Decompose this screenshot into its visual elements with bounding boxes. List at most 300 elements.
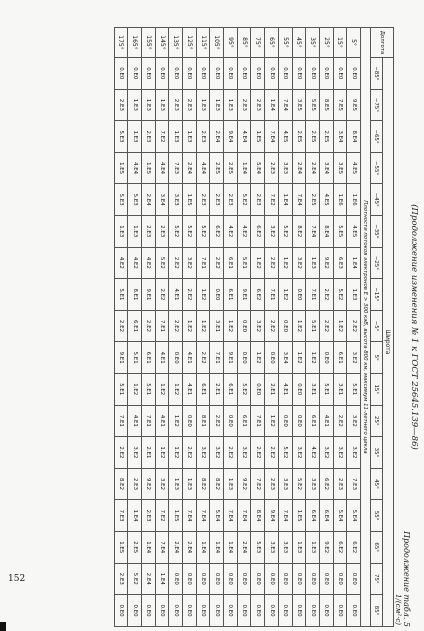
- flux-value-cell: 2.E5: [224, 152, 238, 184]
- flux-value-cell: 2.E4: [183, 152, 197, 184]
- flux-value-cell: 1.E4: [128, 500, 142, 532]
- flux-value-cell: 5.E1: [237, 247, 251, 279]
- flux-value-cell: 1.E4: [142, 531, 156, 563]
- flux-value-cell: 1.E4: [237, 152, 251, 184]
- flux-value-cell: 3.E2: [251, 310, 265, 342]
- flux-value-cell: 4.E5: [319, 184, 333, 216]
- flux-value-cell: 0.E0: [183, 58, 197, 90]
- flux-value-cell: 2.E5: [210, 152, 224, 184]
- flux-value-cell: 1.E4: [278, 184, 292, 216]
- flux-value-cell: 0.E0: [114, 58, 128, 90]
- flux-value-cell: 3.E4: [319, 152, 333, 184]
- flux-value-cell: 0.E0: [142, 595, 156, 627]
- flux-value-cell: 0.E0: [224, 595, 238, 627]
- flux-value-cell: 1.E2: [278, 279, 292, 311]
- flux-value-cell: 5.E1: [114, 373, 128, 405]
- unit-label: 1/(см²·с): [394, 594, 402, 625]
- flux-value-cell: 2.E1: [210, 373, 224, 405]
- table-row: [183, 28, 197, 627]
- table-row: [196, 28, 210, 627]
- flux-value-cell: 3.E2: [292, 437, 306, 469]
- flux-value-cell: 7.E1: [210, 342, 224, 374]
- flux-value-cell: 5.E1: [319, 373, 333, 405]
- flux-value-cell: 2.E2: [114, 310, 128, 342]
- flux-value-cell: 0.E0: [196, 595, 210, 627]
- flux-value-cell: 7.E5: [333, 89, 347, 121]
- flux-value-cell: 8.E1: [128, 279, 142, 311]
- flux-value-cell: 3.E1: [333, 373, 347, 405]
- flux-value-cell: 4.E5: [278, 121, 292, 153]
- flux-value-cell: 5.E2: [196, 215, 210, 247]
- flux-value-cell: 2.E2: [265, 437, 279, 469]
- flux-value-cell: 1.E2: [169, 437, 183, 469]
- flux-value-cell: 2.E2: [183, 437, 197, 469]
- flux-value-cell: 6.E2: [251, 279, 265, 311]
- flux-value-cell: 0.E0: [237, 58, 251, 90]
- flux-value-cell: 0.E0: [278, 310, 292, 342]
- latitude-column-header: −35°: [371, 215, 383, 247]
- flux-value-cell: 6.E2: [319, 468, 333, 500]
- flux-value-cell: 7.E1: [142, 405, 156, 437]
- flux-value-cell: 3.E2: [319, 437, 333, 469]
- latitude-column-header: −5°: [371, 310, 383, 342]
- flux-value-cell: 0.E0: [169, 58, 183, 90]
- flux-value-cell: 0.E0: [278, 595, 292, 627]
- flux-value-cell: 2.E2: [142, 310, 156, 342]
- flux-value-cell: 2.E2: [333, 405, 347, 437]
- flux-value-cell: 2.E4: [169, 531, 183, 563]
- latitude-column-header: 75°: [371, 563, 383, 595]
- flux-value-cell: 5.E1: [347, 373, 361, 405]
- flux-value-cell: 4.E1: [155, 405, 169, 437]
- table-row: [210, 28, 224, 627]
- latitude-column-header: 5°: [371, 342, 383, 374]
- flux-value-cell: 5.E1: [114, 279, 128, 311]
- table-row: [128, 28, 142, 627]
- flux-value-cell: 8.E2: [210, 468, 224, 500]
- latitude-column-header: −15°: [371, 279, 383, 311]
- table-row: [319, 28, 333, 627]
- flux-value-cell: 2.E2: [210, 247, 224, 279]
- flux-value-cell: 8.E1: [196, 405, 210, 437]
- longitude-cell: 55°: [278, 28, 292, 58]
- flux-value-cell: 0.E0: [169, 342, 183, 374]
- flux-value-cell: 4.E5: [347, 152, 361, 184]
- flux-value-cell: 0.E0: [278, 405, 292, 437]
- table-row: [306, 28, 320, 627]
- longitude-cell: 35°: [306, 28, 320, 58]
- flux-value-cell: 5.E2: [278, 215, 292, 247]
- flux-value-cell: 2.E3: [155, 215, 169, 247]
- flux-value-cell: 2.E5: [128, 531, 142, 563]
- table-row: [169, 28, 183, 627]
- flux-value-cell: 5.E4: [333, 500, 347, 532]
- flux-value-cell: 7.E4: [278, 89, 292, 121]
- flux-value-cell: 7.E4: [237, 500, 251, 532]
- flux-value-cell: 2.E4: [292, 152, 306, 184]
- flux-value-cell: 2.E3: [142, 215, 156, 247]
- flux-value-cell: 0.E0: [278, 58, 292, 90]
- flux-value-cell: 4.E2: [306, 437, 320, 469]
- flux-value-cell: 3.E3: [306, 468, 320, 500]
- flux-value-cell: 1.E5: [114, 152, 128, 184]
- flux-value-cell: 9.E1: [114, 342, 128, 374]
- table-note-row: [361, 28, 371, 627]
- flux-value-cell: 5.E2: [237, 184, 251, 216]
- flux-value-cell: 7.E1: [114, 405, 128, 437]
- flux-value-cell: 0.E0: [237, 342, 251, 374]
- latitude-column-header: 15°: [371, 373, 383, 405]
- flux-value-cell: 4.E2: [237, 215, 251, 247]
- flux-value-cell: 1.E2: [333, 310, 347, 342]
- latitude-column-header: −25°: [371, 247, 383, 279]
- flux-value-cell: 1.E4: [196, 531, 210, 563]
- flux-value-cell: 2.E2: [183, 279, 197, 311]
- flux-value-cell: 2.E3: [114, 563, 128, 595]
- table-row: [347, 28, 361, 627]
- flux-value-cell: 2.E2: [114, 437, 128, 469]
- flux-value-cell: 0.E0: [333, 58, 347, 90]
- longitude-cell: 5°: [347, 28, 361, 58]
- flux-value-cell: 1.E2: [183, 310, 197, 342]
- flux-value-cell: 1.E3: [196, 89, 210, 121]
- flux-value-cell: 6.E2: [347, 531, 361, 563]
- flux-value-cell: 9.E2: [319, 531, 333, 563]
- flux-value-cell: 0.E0: [142, 58, 156, 90]
- flux-value-cell: 1.E5: [183, 184, 197, 216]
- flux-value-cell: 4.E1: [155, 342, 169, 374]
- flux-value-cell: 6.E1: [224, 247, 238, 279]
- table-row: [224, 28, 238, 627]
- flux-table: [114, 27, 394, 627]
- flux-value-cell: 3.E3: [278, 531, 292, 563]
- flux-value-cell: 0.E0: [319, 342, 333, 374]
- flux-value-cell: 2.E3: [183, 89, 197, 121]
- latitude-column-header: −45°: [371, 184, 383, 216]
- flux-value-cell: 7.E4: [292, 184, 306, 216]
- flux-value-cell: 6.E1: [142, 342, 156, 374]
- flux-value-cell: 0.E0: [210, 279, 224, 311]
- flux-value-cell: 7.E3: [114, 500, 128, 532]
- longitude-header: Долгота: [371, 28, 394, 58]
- flux-value-cell: 3.E1: [306, 373, 320, 405]
- longitude-cell: 125°: [183, 28, 197, 58]
- flux-value-cell: 8.E2: [114, 468, 128, 500]
- longitude-cell: 45°: [292, 28, 306, 58]
- flux-value-cell: 3.E3: [278, 152, 292, 184]
- flux-value-cell: 4.E1: [183, 373, 197, 405]
- flux-value-cell: 2.E2: [347, 310, 361, 342]
- flux-value-cell: 0.E0: [319, 58, 333, 90]
- flux-value-cell: 7.E3: [169, 152, 183, 184]
- flux-value-cell: 6.E3: [333, 247, 347, 279]
- flux-value-cell: 2.E3: [169, 89, 183, 121]
- flux-value-cell: 1.E3: [142, 89, 156, 121]
- flux-value-cell: 5.E5: [333, 215, 347, 247]
- flux-value-cell: 0.E0: [183, 563, 197, 595]
- flux-value-cell: 4.E4: [237, 121, 251, 153]
- flux-value-cell: 1.E4: [210, 531, 224, 563]
- longitude-cell: 175°: [114, 28, 128, 58]
- flux-value-cell: 5.E3: [114, 184, 128, 216]
- flux-value-cell: 8.E5: [319, 89, 333, 121]
- flux-value-cell: 2.E3: [224, 184, 238, 216]
- flux-value-cell: 0.E0: [292, 405, 306, 437]
- flux-value-cell: 1.E3: [128, 89, 142, 121]
- table-row: [333, 28, 347, 627]
- longitude-cell: 25°: [319, 28, 333, 58]
- flux-value-cell: 5.E1: [306, 310, 320, 342]
- flux-value-cell: 0.E0: [210, 595, 224, 627]
- flux-value-cell: 2.E3: [251, 89, 265, 121]
- flux-value-cell: 8.E4: [319, 215, 333, 247]
- flux-value-cell: 1.E5: [292, 500, 306, 532]
- continuation-title: Продолжение табл. 5: [402, 531, 411, 627]
- flux-value-cell: 3.E4: [278, 342, 292, 374]
- flux-value-cell: 1.E2: [278, 247, 292, 279]
- flux-value-cell: 1.E5: [142, 152, 156, 184]
- latitude-column-header: −85°: [371, 58, 383, 90]
- flux-value-cell: 7.E1: [155, 310, 169, 342]
- flux-value-cell: 2.E3: [142, 121, 156, 153]
- flux-value-cell: 4.E2: [142, 247, 156, 279]
- flux-value-cell: 7.E1: [251, 405, 265, 437]
- flux-value-cell: 9.E2: [319, 247, 333, 279]
- flux-value-cell: 0.E0: [155, 595, 169, 627]
- flux-value-cell: 1.E2: [155, 373, 169, 405]
- flux-value-cell: 1.E4: [224, 531, 238, 563]
- flux-value-cell: 6.E1: [224, 279, 238, 311]
- flux-value-cell: 2.E2: [224, 437, 238, 469]
- table-note: Плотности потоков электронов E > 300 кэВ, высота 800 км, максимум 11-летнего цикла: [361, 28, 371, 627]
- flux-value-cell: 2.E3: [265, 152, 279, 184]
- latitude-column-header: 35°: [371, 437, 383, 469]
- longitude-cell: 165°: [128, 28, 142, 58]
- flux-value-cell: 3.E2: [347, 405, 361, 437]
- longitude-cell: 135°: [169, 28, 183, 58]
- flux-value-cell: 6.E1: [196, 373, 210, 405]
- flux-value-cell: 5.E2: [333, 279, 347, 311]
- flux-value-cell: 0.E0: [169, 595, 183, 627]
- flux-value-cell: 4.E4: [196, 152, 210, 184]
- flux-value-cell: 2.E4: [183, 531, 197, 563]
- flux-value-cell: 3.E2: [155, 468, 169, 500]
- flux-value-cell: 2.E3: [237, 89, 251, 121]
- flux-value-cell: 5.E2: [128, 563, 142, 595]
- flux-value-cell: 3.E2: [265, 215, 279, 247]
- flux-value-cell: 3.E5: [292, 89, 306, 121]
- flux-value-cell: 0.E0: [319, 595, 333, 627]
- flux-value-cell: 0.E0: [347, 563, 361, 595]
- flux-value-cell: 0.E0: [128, 595, 142, 627]
- latitude-column-header: 25°: [371, 405, 383, 437]
- flux-value-cell: 3.E2: [128, 437, 142, 469]
- flux-value-cell: 4.E1: [169, 279, 183, 311]
- flux-value-cell: 0.E0: [306, 563, 320, 595]
- flux-value-cell: 3.E2: [237, 437, 251, 469]
- flux-value-cell: 2.E4: [306, 152, 320, 184]
- flux-value-cell: 5.E2: [237, 373, 251, 405]
- flux-value-cell: 2.E2: [169, 310, 183, 342]
- flux-value-cell: 1.E3: [347, 279, 361, 311]
- flux-value-cell: 8.E4: [251, 500, 265, 532]
- flux-value-cell: 5.E2: [278, 437, 292, 469]
- longitude-cell: 155°: [142, 28, 156, 58]
- clip-mark: [0, 622, 6, 631]
- flux-value-cell: 0.E0: [224, 58, 238, 90]
- flux-value-cell: 3.E4: [333, 121, 347, 153]
- flux-value-cell: 0.E0: [114, 595, 128, 627]
- flux-value-cell: 0.E0: [183, 405, 197, 437]
- flux-value-cell: 7.E3: [347, 468, 361, 500]
- flux-value-cell: 2.E2: [210, 405, 224, 437]
- flux-value-cell: 2.E3: [333, 468, 347, 500]
- flux-value-cell: 2.E4: [142, 184, 156, 216]
- flux-value-cell: 5.E2: [292, 468, 306, 500]
- flux-value-cell: 1.E3: [224, 468, 238, 500]
- flux-value-cell: 0.E0: [210, 563, 224, 595]
- flux-value-cell: 1.E3: [169, 468, 183, 500]
- flux-value-cell: 1.E3: [210, 89, 224, 121]
- document-caption: (Продолжение изменения № 1 к ГОСТ 25645.139—86): [409, 204, 419, 450]
- flux-value-cell: 7.E2: [155, 500, 169, 532]
- longitude-cell: 105°: [210, 28, 224, 58]
- flux-value-cell: 0.E0: [265, 342, 279, 374]
- flux-value-cell: 5.E1: [142, 373, 156, 405]
- flux-value-cell: 0.E0: [169, 563, 183, 595]
- flux-value-cell: 2.E3: [128, 468, 142, 500]
- flux-value-cell: 3.E1: [210, 310, 224, 342]
- flux-value-cell: 3.E5: [333, 152, 347, 184]
- flux-value-cell: 1.E3: [306, 247, 320, 279]
- flux-value-cell: 5.E2: [155, 247, 169, 279]
- flux-value-cell: 0.E0: [292, 279, 306, 311]
- flux-value-cell: 3.E4: [155, 184, 169, 216]
- table-row: [155, 28, 169, 627]
- flux-value-cell: 4.E1: [128, 405, 142, 437]
- flux-value-cell: 4.E5: [347, 215, 361, 247]
- latitude-column-header: 85°: [371, 595, 383, 627]
- flux-value-cell: 1.E3: [155, 89, 169, 121]
- latitude-column-header: 45°: [371, 468, 383, 500]
- flux-value-cell: 0.E0: [251, 58, 265, 90]
- flux-value-cell: 1.E2: [251, 247, 265, 279]
- flux-value-cell: 4.E1: [319, 405, 333, 437]
- flux-value-cell: 0.E0: [196, 58, 210, 90]
- flux-value-cell: 2.E2: [251, 437, 265, 469]
- flux-value-cell: 0.E0: [251, 563, 265, 595]
- flux-value-cell: 1.E2: [169, 405, 183, 437]
- flux-value-cell: 2.E5: [292, 121, 306, 153]
- longitude-cell: 115°: [196, 28, 210, 58]
- flux-value-cell: 0.E0: [224, 405, 238, 437]
- flux-value-cell: 0.E0: [251, 595, 265, 627]
- flux-value-cell: 7.E4: [196, 500, 210, 532]
- flux-table-wrapper: [114, 27, 394, 627]
- flux-value-cell: 0.E0: [292, 563, 306, 595]
- flux-value-cell: 1.E3: [114, 215, 128, 247]
- flux-value-cell: 5.E3: [128, 184, 142, 216]
- flux-value-cell: 0.E0: [237, 563, 251, 595]
- flux-value-cell: 2.E4: [237, 531, 251, 563]
- flux-value-cell: 1.E4: [265, 89, 279, 121]
- flux-value-cell: 2.E3: [196, 121, 210, 153]
- flux-value-cell: 4.E2: [128, 247, 142, 279]
- flux-value-cell: 3.E3: [169, 184, 183, 216]
- flux-value-cell: 4.E4: [128, 152, 142, 184]
- flux-value-cell: 7.E4: [183, 500, 197, 532]
- flux-value-cell: 5.E4: [251, 152, 265, 184]
- flux-value-cell: 1.E5: [169, 500, 183, 532]
- flux-value-cell: 9.E2: [142, 468, 156, 500]
- flux-value-cell: 7.E1: [265, 279, 279, 311]
- flux-value-cell: 1.E3: [292, 531, 306, 563]
- flux-value-cell: 4.E2: [114, 247, 128, 279]
- flux-value-cell: 0.E0: [183, 595, 197, 627]
- flux-value-cell: 9.E4: [224, 121, 238, 153]
- flux-value-cell: 4.E1: [278, 373, 292, 405]
- flux-value-cell: 2.E2: [319, 279, 333, 311]
- flux-value-cell: 1.E2: [169, 373, 183, 405]
- longitude-cell: 145°: [155, 28, 169, 58]
- flux-value-cell: 6.E2: [251, 215, 265, 247]
- flux-value-cell: 0.E0: [155, 58, 169, 90]
- flux-value-cell: 0.E0: [265, 563, 279, 595]
- flux-value-cell: 2.E1: [265, 373, 279, 405]
- longitude-cell: 75°: [251, 28, 265, 58]
- flux-value-cell: 2.E2: [169, 247, 183, 279]
- flux-value-cell: 4.E2: [224, 215, 238, 247]
- flux-value-cell: 6.E1: [237, 405, 251, 437]
- flux-value-cell: 0.E0: [237, 595, 251, 627]
- flux-value-cell: 0.E0: [265, 58, 279, 90]
- flux-value-cell: 5.E4: [347, 500, 361, 532]
- table-row: [251, 28, 265, 627]
- flux-value-cell: 0.E0: [333, 595, 347, 627]
- flux-value-cell: 1.E2: [224, 310, 238, 342]
- flux-value-cell: 0.E0: [292, 595, 306, 627]
- flux-value-cell: 0.E0: [319, 563, 333, 595]
- flux-value-cell: 8.E2: [292, 215, 306, 247]
- flux-value-cell: 0.E0: [224, 563, 238, 595]
- flux-value-cell: 3.E2: [347, 342, 361, 374]
- flux-value-cell: 2.E2: [155, 279, 169, 311]
- table-row: [114, 28, 128, 627]
- flux-value-cell: 1.E3: [306, 531, 320, 563]
- flux-value-cell: 7.E4: [155, 531, 169, 563]
- flux-value-cell: 2.E3: [114, 89, 128, 121]
- latitude-header: Широта: [383, 58, 394, 627]
- flux-value-cell: 1.E2: [251, 342, 265, 374]
- table-row: [265, 28, 279, 627]
- flux-value-cell: 1.E2: [196, 310, 210, 342]
- flux-value-cell: 2.E3: [265, 468, 279, 500]
- flux-value-cell: 3.E3: [278, 468, 292, 500]
- table-row: [278, 28, 292, 627]
- flux-value-cell: 6.E2: [333, 531, 347, 563]
- table-row: [292, 28, 306, 627]
- flux-value-cell: 7.E4: [265, 121, 279, 153]
- flux-value-cell: 6.E1: [306, 405, 320, 437]
- flux-value-cell: 3.E2: [183, 247, 197, 279]
- longitude-cell: 15°: [333, 28, 347, 58]
- flux-value-cell: 7.E4: [224, 500, 238, 532]
- flux-value-cell: 0.E0: [292, 58, 306, 90]
- flux-value-cell: 7.E4: [278, 500, 292, 532]
- latitude-column-header: −75°: [371, 89, 383, 121]
- flux-value-cell: 6.E4: [319, 500, 333, 532]
- flux-value-cell: 4.E4: [155, 152, 169, 184]
